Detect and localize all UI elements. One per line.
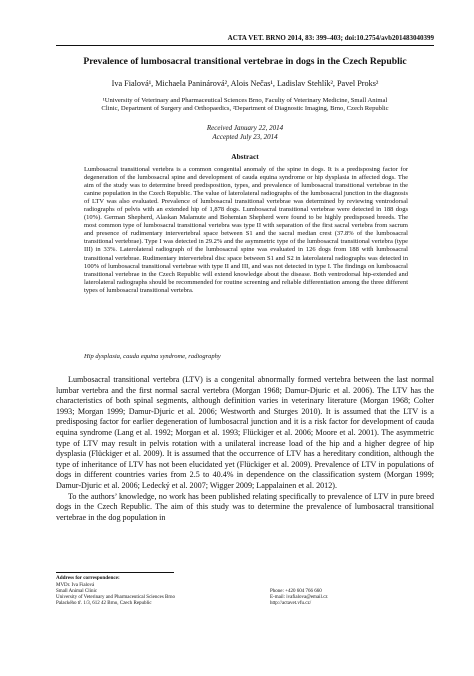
journal-citation-header: ACTA VET. BRNO 2014, 83: 399–403; doi:10.2754/avb201483040399 <box>56 34 434 46</box>
affiliation-line-1: ¹University of Veterinary and Pharmaceutical Sciences Brno, Faculty of Veterinary Medicine, Small Animal <box>102 97 388 104</box>
abstract-heading: Abstract <box>231 152 259 161</box>
affiliation-line-2: Clinic, Department of Surgery and Orthopaedics, ²Department of Diagnostic Imaging, Brno, Czech Republic <box>101 105 389 113</box>
footnote-divider <box>56 572 174 573</box>
keywords: Hip dysplasia, cauda equina syndrome, radiography <box>84 353 221 360</box>
article-dates <box>56 124 434 141</box>
correspondence-clinic: Small Animal Clinic <box>56 589 98 595</box>
author-affiliations <box>56 97 434 114</box>
correspondence-heading: Address for correspondence: <box>56 575 120 581</box>
correspondence-phone: Phone: +420 604 766 660 <box>270 589 322 594</box>
correspondence-name: MVDr. Iva Fialová <box>56 583 95 588</box>
body-paragraph-2: To the authors’ knowledge, no work has been published relating specifically to prevalence of LTV in pure breed dogs in the Czech Republic. The aim of this study was to determine the prevalence of lumbosacral transitional vertebrae in the dog population in <box>56 491 434 522</box>
received-date: Received January 22, 2014 <box>206 124 284 132</box>
abstract-text: Lumbosacral transitional vertebra is a common congenital anomaly of the spine in dogs. It is a predisposing factor for degeneration of the lumbosacral spine and development of cauda equina syndrome or hip dysplasia in affected dogs. The aim of the study was to determine breed predisposition, types, and prevalence of lumbosacral transitional vertebrae in the canine population in the Czech Republic. The value of laterolateral radiographs of the lumbosacral junction in the diagnosis of LTV was also evaluated. Prevalence of lumbosacral transitional vertebrae was determined by reviewing ventrodorsal radiographs of pelvis with an extended hip of 1,878 dogs. Lumbosacral transitional vertebrae were detected in 188 dogs (10%). German Shepherd, Alaskan Malamute and Bohemian Shepherd were found to be highly predisposed breeds. The most common type of lumbosacral transitional vertebra was type II with separation of the first sacral vertebra from sacrum and presence of rudimentary intervertebral space between S1 and the sacral median crest (37.8% of the lumbosacral transitional vertebrae). Type I was detected in 29.2% and the asymmetric type of the lumbosacral transitional vertebra (type III) in 33%. Laterolateral radiograph of the lumbosacral spine was evaluated in 126 dogs from 188 with lumbosacral transitional vertebrae. Rudimentary intervertebral disc space between S1 and S2 in laterolateral radiographs was detected in 100% of lumbosacral transitional vertebrae with type II and III, and was not detected in type I. The findings on lumbosacral transitional vertebrae in the Czech Republic will extend knowledge about the disease. Both ventrodorsal hip-extended and laterolateral radiographs should be recommended for routine screening and reliable differentiation among the three different types of lumbosacral transitional vertebra. <box>84 166 408 294</box>
correspondence-email[interactable]: E-mail: ivafialova@email.cz <box>270 595 328 601</box>
correspondence-address <box>56 583 266 607</box>
article-title: Prevalence of lumbosacral transitional vertebrae in dogs in the Czech Republic <box>83 56 407 67</box>
correspondence-street: Palackého tř. 1/3, 612 42 Brno, Czech Republic <box>56 601 152 607</box>
accepted-date: Accepted July 23, 2014 <box>212 132 278 141</box>
body-text <box>56 375 434 523</box>
correspondence-university: University of Veterinary and Pharmaceutical Sciences Brno <box>56 595 176 601</box>
correspondence-contact <box>270 589 430 607</box>
author-list: Iva Fialová¹, Michaela Paninárová², Alois Nečas¹, Ladislav Stehlík², Pavel Proks² <box>111 79 379 88</box>
journal-url[interactable]: http://actavet.vfu.cz/ <box>270 601 312 607</box>
body-paragraph-1: Lumbosacral transitional vertebra (LTV) is a congenital abnormally formed vertebra between the last normal lumbar vertebra and the first normal sacral vertebra (Morgan 1968; Damur-Djuric et al. 2006). The LTV has the characteristics of both spinal segments, although definition varies in veterinary literature (Morgan 1968; Colter 1993; Morgan 1999; Damur-Djuric et al. 2006; Westworth and Sturges 2010). It is assumed that the LTV is a predisposing factor for earlier degeneration of lumbosacral junction and it is a risk factor for development of cauda equina syndrome (Lang et al. 1992; Morgan et al. 1993; Flückiger et al. 2006; Moore et al. 2001). The asymmetric type of LTV may result in pelvis rotation with a unilateral increase load of the hip and a higher degree of hip dysplasia (Flückiger et al. 2009). It is assumed that the occurrence of LTV has a hereditary condition, although the type of inheritance of LTV has not been elucidated yet (Flückiger et al. 2009). Prevalence of LTV in populations of dogs in different countries varies from 2.5 to 40.4% in dependence on the classification system (Morgan 1999; Damur-Djuric et al. 2006; Ledecký et al. 2007; Wigger 2009; Lappalainen et al. 2012). <box>56 375 434 490</box>
